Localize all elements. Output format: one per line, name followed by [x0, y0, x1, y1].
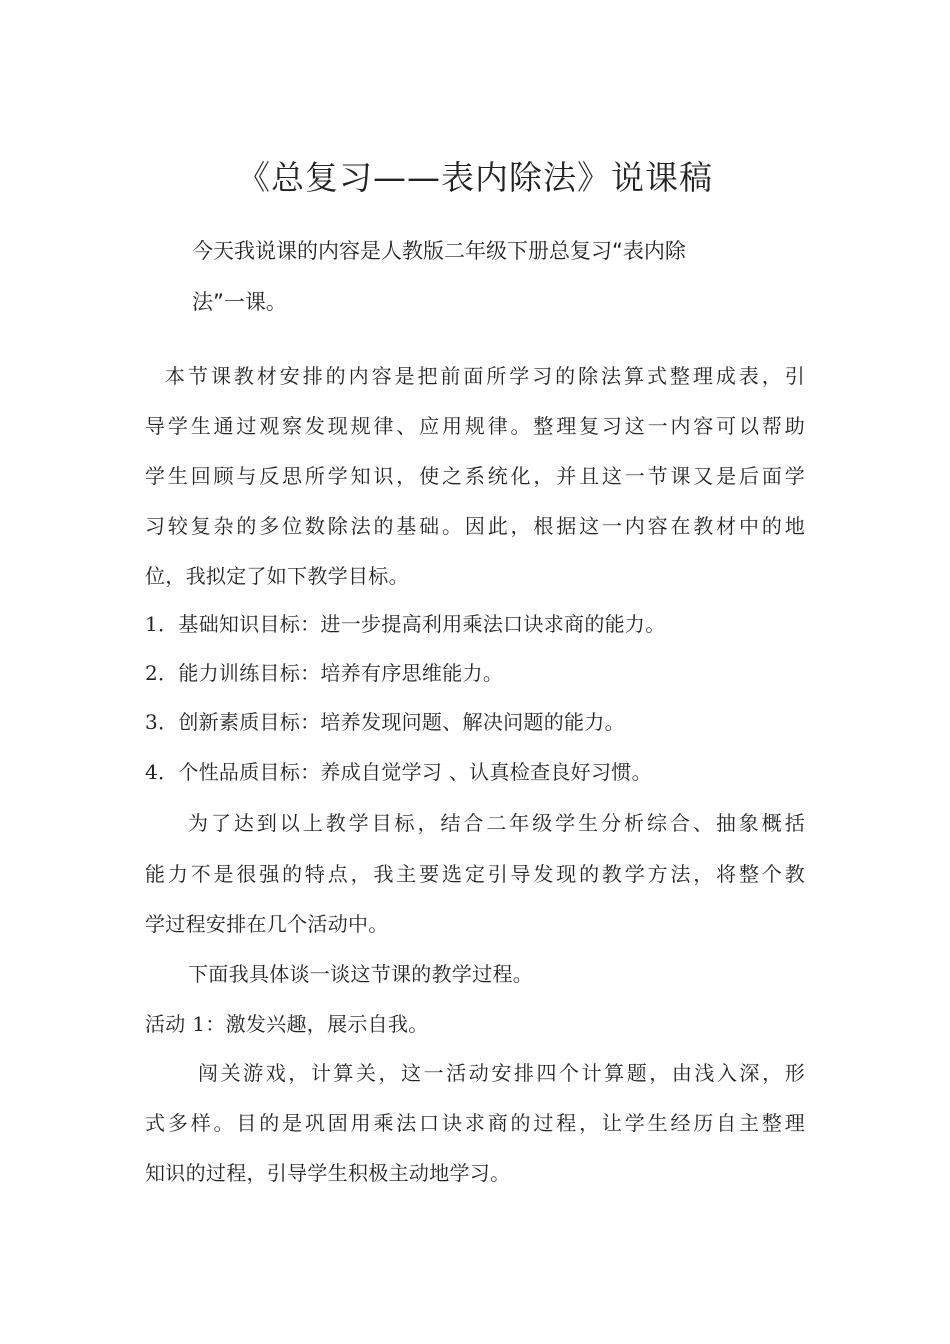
- paragraph-2-line-1: 为了达到以上教学目标，结合二年级学生分析综合、抽象概括: [188, 811, 805, 835]
- intro-line-1: 今天我说课的内容是人教版二年级下册总复习“表内除: [192, 239, 686, 263]
- paragraph-4-line-1: 闯关游戏，计算关，这一活动安排四个计算题，由浅入深，形: [198, 1061, 805, 1085]
- paragraph-2-line-3: 学过程安排在几个活动中。: [145, 912, 389, 936]
- paragraph-1-line-3: 学生回顾与反思所学知识，使之系统化，并且这一节课又是后面学: [145, 464, 805, 488]
- paragraph-4-line-2: 式多样。目的是巩固用乘法口诀求商的过程，让学生经历自主整理: [145, 1111, 805, 1135]
- paragraph-1-line-4: 习较复杂的多位数除法的基础。因此，根据这一内容在教材中的地: [145, 514, 805, 538]
- paragraph-1-line-2: 导学生通过观察发现规律、应用规律。整理复习这一内容可以帮助: [145, 414, 805, 438]
- paragraph-1-line-5: 位，我拟定了如下教学目标。: [145, 564, 409, 588]
- goal-2: 2．能力训练目标：培养有序思维能力。: [145, 661, 504, 685]
- activity-1-heading: 活动 1：激发兴趣，展示自我。: [145, 1012, 429, 1036]
- goal-4: 4．个性品质目标：养成自觉学习 、认真检查良好习惯。: [145, 760, 652, 784]
- goal-3: 3．创新素质目标：培养发现问题、解决问题的能力。: [145, 710, 625, 734]
- goal-1: 1．基础知识目标：进一步提高利用乘法口诀求商的能力。: [145, 612, 666, 636]
- paragraph-4-line-3: 知识的过程，引导学生积极主动地学习。: [145, 1161, 511, 1185]
- paragraph-2-line-2: 能力不是很强的特点，我主要选定引导发现的教学方法，将整个教: [145, 862, 805, 886]
- intro-line-2: 法”一课。: [192, 290, 287, 314]
- paragraph-3: 下面我具体谈一谈这节课的教学过程。: [188, 962, 534, 986]
- document-title: 《总复习——表内除法》说课稿: [237, 158, 713, 197]
- paragraph-1-line-1: 本节课教材安排的内容是把前面所学习的除法算式整理成表，引: [165, 364, 805, 388]
